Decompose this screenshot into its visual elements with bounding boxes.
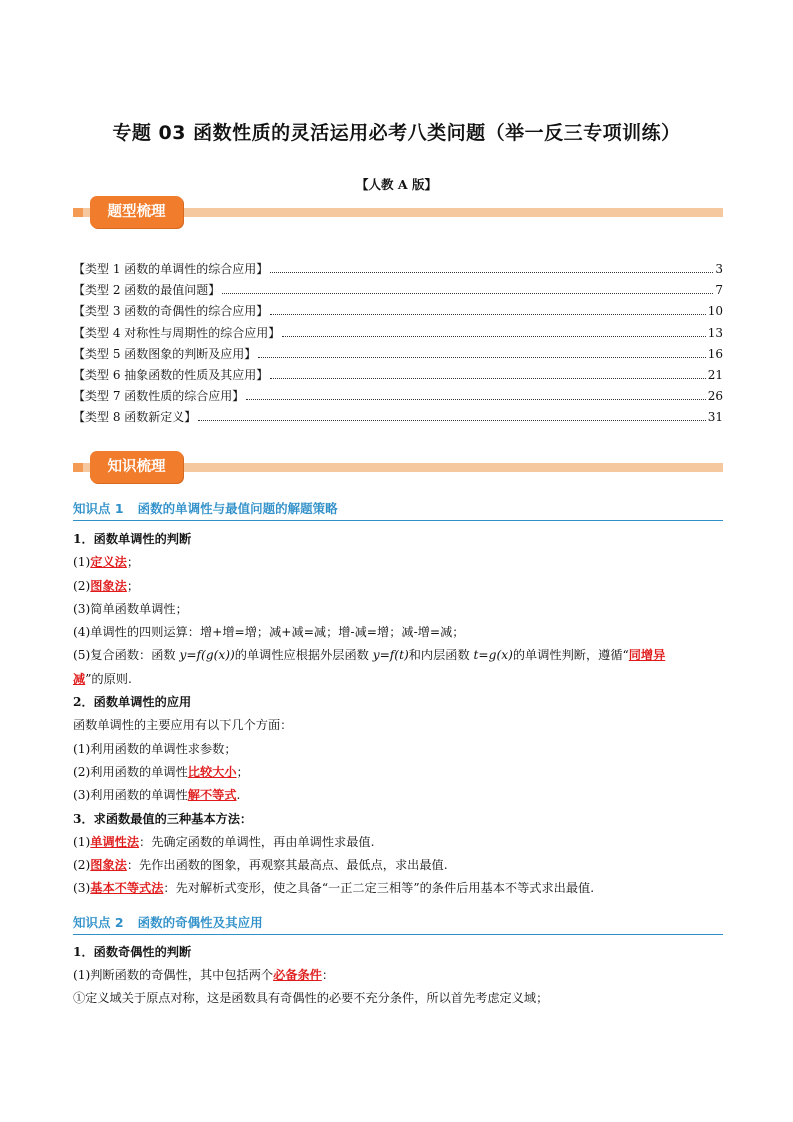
subsection-heading: 3．求函数最值的三种基本方法： <box>73 811 253 826</box>
text-line <box>73 644 723 667</box>
highlight-term: 减 <box>73 671 86 686</box>
toc-label: 【类型 5 函数图象的判断及应用】 <box>73 346 257 361</box>
toc-item-1[interactable] <box>73 258 723 279</box>
text: (2) <box>73 858 91 873</box>
toc-page: 16 <box>707 346 723 361</box>
types-section-tag: 题型梳理 <box>90 196 183 228</box>
toc-label: 【类型 6 抽象函数的性质及其应用】 <box>73 367 269 382</box>
text: (1) <box>73 834 91 849</box>
toc-item-4[interactable] <box>73 322 723 343</box>
toc-leader <box>270 364 705 379</box>
text: (3)利用函数的单调性 <box>73 788 188 803</box>
knowledge-section-header <box>73 453 723 475</box>
text: ：先对解析式变形，使之具备“一正二定三相等”的条件后用基本不等式求出最值. <box>163 881 595 896</box>
text-line: ①定义域关于原点对称，这是函数具有奇偶性的必要不充分条件，所以首先考虑定义域； <box>73 991 549 1006</box>
text: ： <box>321 968 335 983</box>
toc-page: 26 <box>707 389 723 404</box>
highlight-term: 解不等式 <box>187 788 237 803</box>
toc-label: 【类型 4 对称性与周期性的综合应用】 <box>73 325 281 340</box>
subsection-heading: 1．函数单调性的判断 <box>73 532 192 546</box>
toc-page: 10 <box>707 304 723 319</box>
toc-item-7[interactable] <box>73 385 723 406</box>
subsection-heading: 2．函数单调性的应用 <box>73 695 192 710</box>
section-divider-accent <box>73 208 83 217</box>
text: 的单调性判断，遵循“ <box>512 648 629 663</box>
toc-leader <box>222 279 713 294</box>
subsection-heading: 1．函数奇偶性的判断 <box>73 944 192 959</box>
text: ； <box>126 578 140 593</box>
toc-leader <box>246 385 705 400</box>
knowledge-point-2-heading <box>73 914 723 935</box>
text: 的单调性应根据外层函数 <box>234 648 373 663</box>
text-line <box>73 854 723 877</box>
formula: y=f(t) <box>372 648 409 663</box>
highlight-term: 基本不等式法 <box>90 881 164 896</box>
text: . <box>236 788 241 803</box>
text: ：先确定函数的单调性，再由单调性求最值. <box>139 834 375 849</box>
text: ：先作出函数的图象，再观察其最高点、最低点，求出最值. <box>126 858 448 873</box>
text-line <box>73 551 723 574</box>
text-line <box>73 831 723 854</box>
toc-page: 13 <box>707 325 723 340</box>
toc-leader <box>270 258 713 273</box>
toc-item-3[interactable] <box>73 300 723 321</box>
knowledge-point-1-heading <box>73 500 723 521</box>
toc-page: 31 <box>707 410 723 425</box>
text: (5)复合函数：函数 <box>73 648 180 663</box>
text-line: (3)简单函数单调性； <box>73 601 188 616</box>
text: (2) <box>73 578 91 593</box>
text: ； <box>126 555 140 570</box>
table-of-contents <box>73 258 723 428</box>
text-line <box>73 761 723 784</box>
text-line <box>73 575 723 598</box>
text: (2)利用函数的单调性 <box>73 764 188 779</box>
toc-leader <box>282 322 705 337</box>
text-line <box>73 964 723 987</box>
text: (1) <box>73 555 91 570</box>
text-line: (4)单调性的四则运算：增+增=增；减+减=减；增-减=增；减-增=减； <box>73 625 465 640</box>
knowledge-point-number: 知识点 2 <box>73 914 124 930</box>
formula: y=f(g(x)) <box>179 648 235 663</box>
text-line <box>73 668 723 691</box>
highlight-term: 同增异 <box>628 648 666 663</box>
text-line: 函数单调性的主要应用有以下几个方面： <box>73 718 293 733</box>
toc-item-8[interactable] <box>73 406 723 427</box>
text-line <box>73 877 723 900</box>
text: 和内层函数 <box>408 648 474 663</box>
highlight-term: 图象法 <box>90 578 127 593</box>
knowledge-point-title: 函数的奇偶性及其应用 <box>137 914 263 930</box>
toc-page: 21 <box>707 367 723 382</box>
page-title: 专题 03 函数性质的灵活运用必考八类问题（举一反三专项训练） <box>112 122 681 144</box>
text: (3) <box>73 881 91 896</box>
text-line <box>73 784 723 807</box>
edition-label: 【人教 A 版】 <box>356 177 437 192</box>
toc-label: 【类型 7 函数性质的综合应用】 <box>73 389 245 404</box>
toc-leader <box>258 343 705 358</box>
toc-leader <box>270 300 705 315</box>
text-line: (1)利用函数的单调性求参数； <box>73 741 237 756</box>
toc-page: 7 <box>715 283 723 298</box>
highlight-term: 必备条件 <box>273 968 322 983</box>
types-section-header <box>73 198 723 220</box>
toc-item-6[interactable] <box>73 364 723 385</box>
text: ； <box>236 764 249 779</box>
highlight-term: 比较大小 <box>187 764 237 779</box>
toc-item-5[interactable] <box>73 343 723 364</box>
toc-label: 【类型 3 函数的奇偶性的综合应用】 <box>73 304 269 319</box>
knowledge-point-title: 函数的单调性与最值问题的解题策略 <box>137 501 338 516</box>
section-divider-accent <box>73 463 83 472</box>
highlight-term: 图象法 <box>90 858 127 873</box>
text: (1)判断函数的奇偶性，其中包括两个 <box>73 968 274 983</box>
knowledge-content <box>73 500 723 1011</box>
highlight-term: 单调性法 <box>90 834 140 849</box>
toc-label: 【类型 1 函数的单调性的综合应用】 <box>73 262 269 276</box>
toc-leader <box>198 406 705 421</box>
toc-page: 3 <box>715 262 723 276</box>
formula: t=g(x) <box>473 648 513 663</box>
toc-item-2[interactable] <box>73 279 723 300</box>
highlight-term: 定义法 <box>90 555 127 570</box>
text: ”的原则. <box>85 671 132 686</box>
knowledge-section-tag: 知识梳理 <box>90 451 183 483</box>
toc-label: 【类型 8 函数新定义】 <box>73 410 197 425</box>
toc-label: 【类型 2 函数的最值问题】 <box>73 283 221 298</box>
knowledge-point-number: 知识点 1 <box>73 501 124 516</box>
